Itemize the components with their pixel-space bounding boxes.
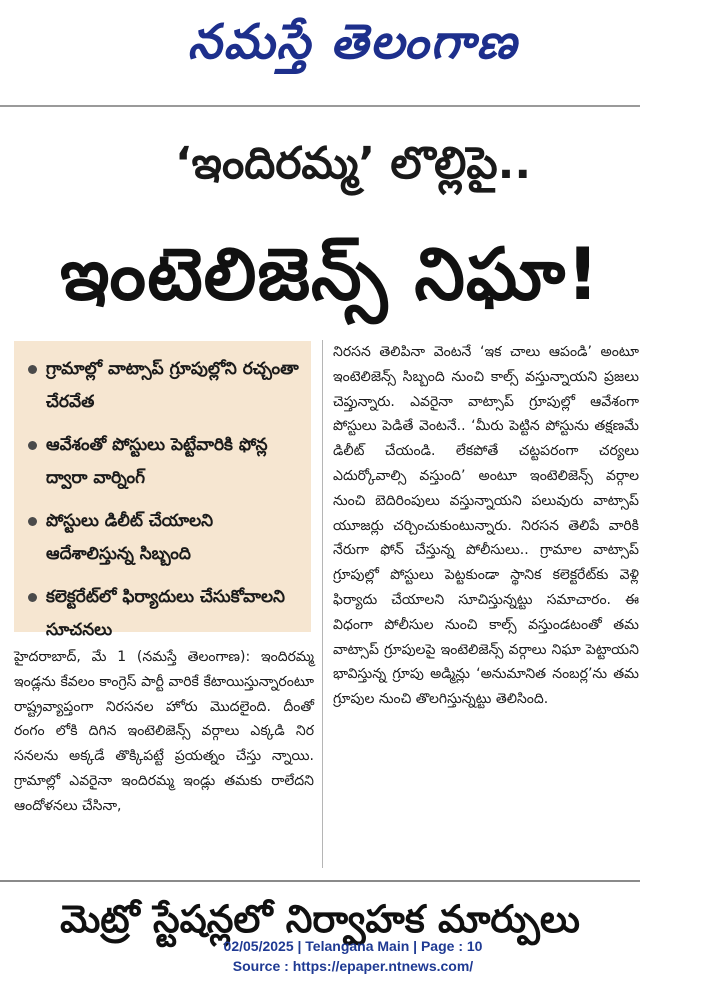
highlight-text: ఆవేశంతో పోస్టులు పెట్టేవారికి ఫోన్ల ద్వారా వార్నింగ్ [46,435,268,488]
bullet-icon [28,517,37,526]
highlight-text: కలెక్టరేట్‌లో ఫిర్యాదులు చేసుకోవాలని సూచనలు [46,587,285,640]
next-article-headline: మెట్రో స్టేషన్లలో నిర్వాహక మార్పులు [60,897,580,941]
newspaper-logo: నమస్తే తెలంగాణ [187,14,519,70]
highlight-item [26,353,301,419]
highlights-list [14,341,311,647]
footer-date-edition: 02/05/2025 | Telangana Main | Page : 10 [223,938,483,954]
highlight-item [26,505,301,571]
bullet-icon [28,593,37,602]
bullet-icon [28,365,37,374]
article-column-right: నిరసన తెలిపినా వెంటనే ‘ఇక చాలు ఆపండి’ అంటూ ఇంటెలిజెన్స్ సిబ్బంది నుంచి కాల్స్ వస్తున్నాయని ప్రజలు చెప్తున్నారు. ఎవరైనా వాట్సాప్ గ్రూపుల్లో ఆవేశంగా పోస్టులు పెడితే వెంటనే.. ‘మీరు పెట్టిన పోస్టును తక్షణమే డిలీట్ చేయండి. లేకపోతే చట్టపరంగా చర్యలు ఎదుర్కోవాల్సి వస్తుంది’ అంటూ ఇంటెలిజెన్స్ వర్గాల నుంచి బెదిరింపులు వస్తున్నాయని పలువురు వాట్సాప్ యూజర్లు చర్చించుకుంటున్నారు. నిరసన తెలిపే వారికి నేరుగా ఫోన్ చేస్తున్న పోలీసులు.. గ్రామాల వాట్సాప్ గ్రూపుల్లో పోస్టులు పెట్టకుండా స్థానిక కలెక్టరేట్‌కు వెళ్లి ఫిర్యాదు చేయాలని సూచిస్తున్నట్టు సమాచారం. ఈ విధంగా పోలీసుల నుంచి కాల్స్ వస్తుండటంతో తమ వాట్సాప్ గ్రూపులపై ఇంటెలిజెన్స్ వర్గాలు నిఘా పెట్టాయని భావిస్తున్న గ్రూపు అడ్మిన్లు ‘అనుమానిత నంబర్ల’ను తమ గ్రూపుల నుంచి తొలగిస్తున్నట్టు తెలిసింది. [333,344,639,708]
footer-source-link[interactable]: Source : https://epaper.ntnews.com/ [232,958,474,974]
highlight-item [26,581,301,647]
headline-line2: ఇంటెలిజెన్స్ నిఘా! [59,232,601,316]
highlights-box [14,341,311,640]
highlight-text: పోస్టులు డిలీట్ చేయాలని ఆదేశాలిస్తున్న సిబ్బంది [46,511,214,564]
highlight-text: గ్రామాల్లో వాట్సాప్ గ్రూపుల్లోని రచ్చంతా చేరవేత [46,359,299,412]
article-column-left: హైదరాబాద్, మే 1 (నమస్తే తెలంగాణ): ఇందిరమ్మ ఇండ్లను కేవలం కాంగ్రెస్ పార్టీ వారికే కేటాయిస్తున్నారంటూ రాష్ట్రవ్యాప్తంగా నిరసనల హోరు మొదలైంది. దీంతో రంగం లోకి దిగిన ఇంటెలిజెన్స్ వర్గాలు ఎక్కడి నిర సనలను అక్కడే తొక్కిపట్టే ప్రయత్నం చేస్తు న్నాయి. గ్రామాల్లో ఎవరైనా ఇందిరమ్మ ఇండ్లు తమకు రాలేదని ఆందోళనలు చేసినా, [14,649,314,814]
masthead [0,0,706,96]
bullet-icon [28,441,37,450]
highlight-item [26,429,301,495]
divider-top [0,105,640,107]
column-divider [322,340,323,868]
page-footer [0,936,706,976]
divider-bottom [0,880,640,882]
headline-line1: ‘ఇందిరమ్మ’ లొల్లిపై.. [174,138,532,189]
